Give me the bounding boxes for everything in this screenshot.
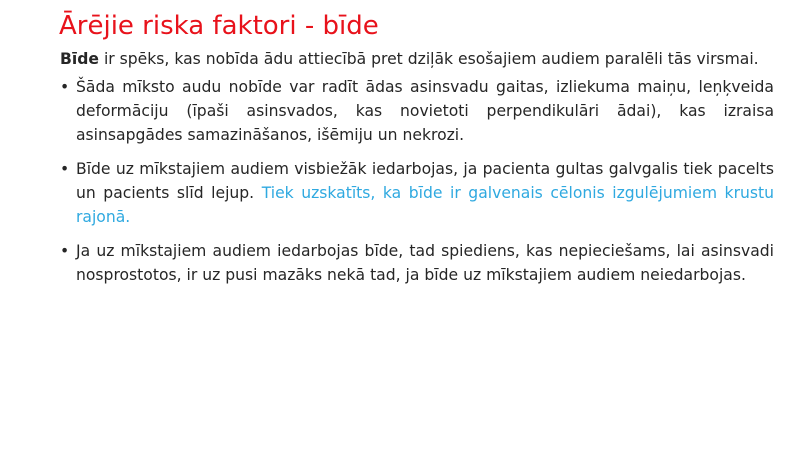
intro-paragraph xyxy=(60,47,774,71)
slide-body xyxy=(60,47,774,297)
bullet-marker: • xyxy=(60,242,70,260)
bullet-marker: • xyxy=(60,78,70,96)
slide-title: Ārējie riska faktori - bīde xyxy=(59,11,379,41)
bullet-highlight-text: Tiek uzskatīts, ka bīde ir galvenais cēlonis izgulējumiem krustu rajonā. xyxy=(76,184,774,226)
bullet-text: Šāda mīksto audu nobīde var radīt ādas asinsvadu gaitas, izliekuma maiņu, leņķveida deformāciju (īpaši asinsvados, kas novietoti perpendikulāri ādai), kas izraisa asinsapgādes samazināšanos, išēmiju un nekrozi. xyxy=(76,78,774,144)
bullet-item-2 xyxy=(60,157,774,229)
bullet-text: Bīde uz mīkstajiem audiem visbiežāk iedarbojas, ja pacienta gultas galvgalis tiek pacelts un pacients slīd lejup. xyxy=(76,160,774,202)
bullet-item-1 xyxy=(60,75,774,147)
intro-term: Bīde xyxy=(60,50,99,68)
bullet-item-3 xyxy=(60,239,774,287)
intro-text: ir spēks, kas nobīda ādu attiecībā pret dziļāk esošajiem audiem paralēli tās virsmai. xyxy=(98,50,759,68)
bullet-marker: • xyxy=(60,160,70,178)
bullet-text: Ja uz mīkstajiem audiem iedarbojas bīde, tad spiediens, kas nepieciešams, lai asinsvadi nosprostotos, ir uz pusi mazāks nekā tad, ja bīde uz mīkstajiem audiem neiedarbojas. xyxy=(76,242,774,284)
